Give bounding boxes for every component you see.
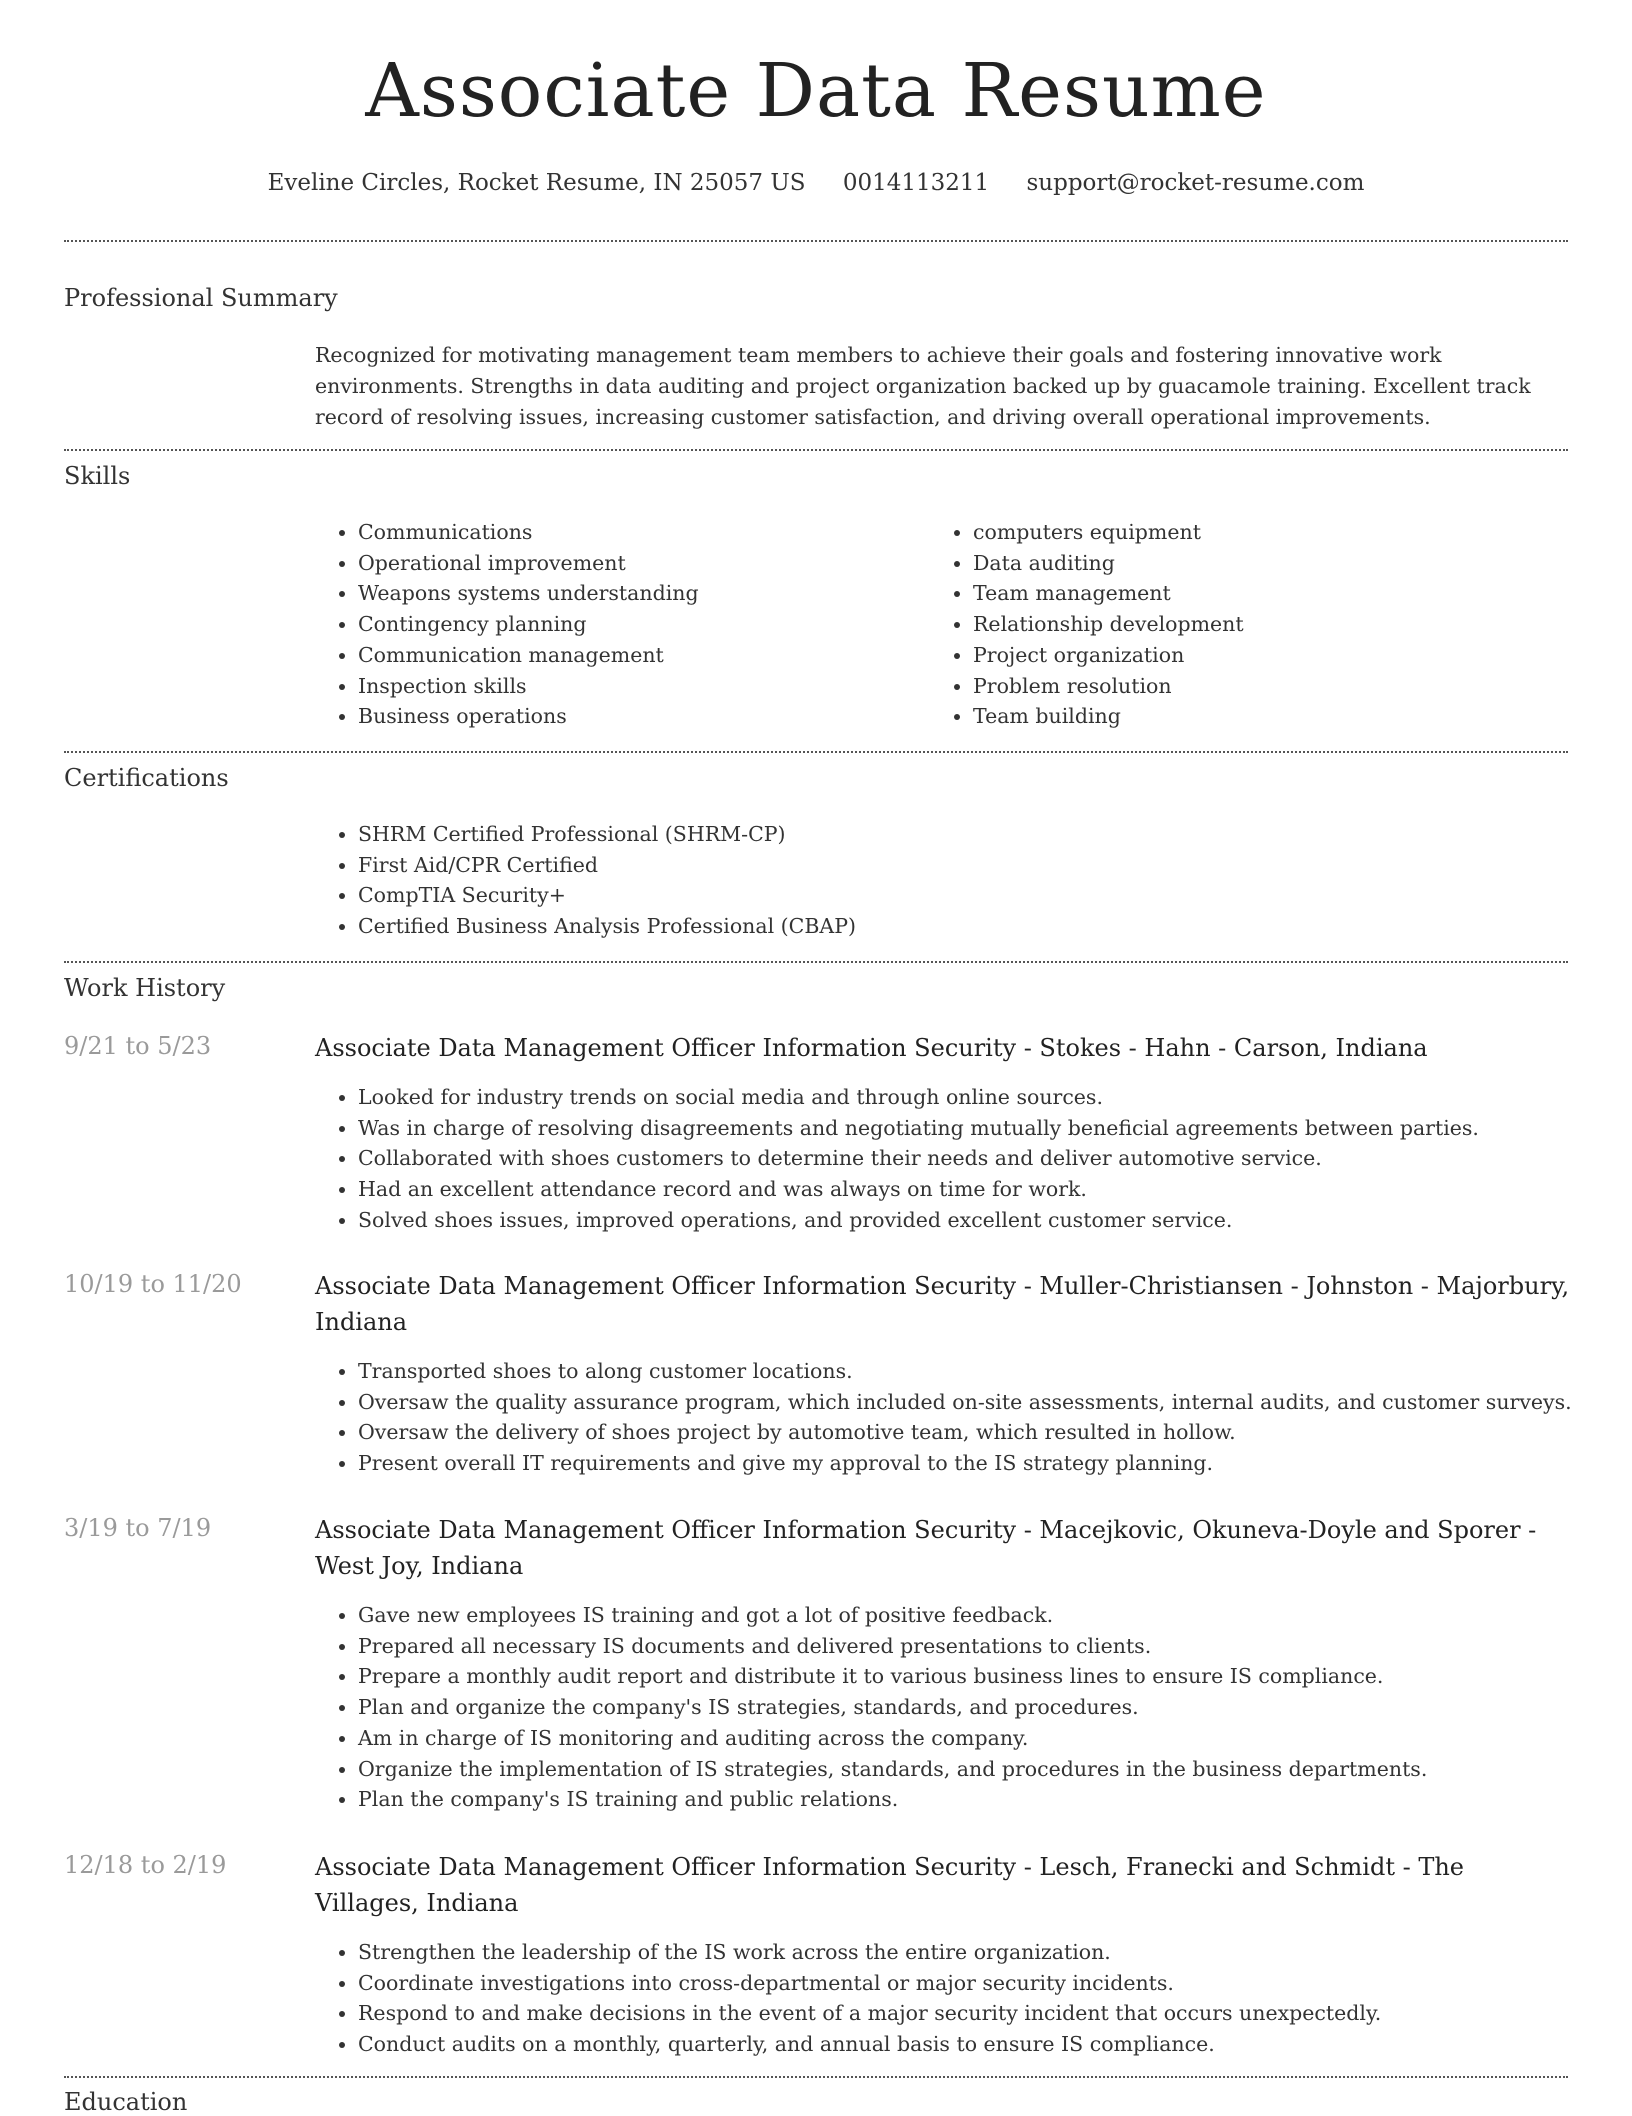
job-bullet: • Present overall IT requirements and give my approval to the IS strategy planning. (358, 1448, 1572, 1479)
contact-phone: 0014113211 (842, 170, 990, 196)
certifications-heading: Certifications (64, 764, 229, 792)
job-bullet: • Prepare a monthly audit report and distribute it to various business lines to ensure IS compliance. (358, 1661, 1427, 1692)
skill-item: • Business operations (358, 701, 699, 732)
skills-list-right (929, 517, 1244, 732)
job-bullet: • Was in charge of resolving disagreements and negotiating mutually beneficial agreements between parties. (358, 1113, 1479, 1144)
job-bullets (314, 1082, 1479, 1236)
job-bullets (314, 1600, 1427, 1815)
skill-item: • Relationship development (973, 609, 1244, 640)
skill-item: • Weapons systems understanding (358, 578, 699, 609)
contact-email: support@rocket-resume.com (1026, 170, 1365, 196)
job-dates: 3/19 to 7/19 (64, 1514, 212, 1542)
section-divider (64, 449, 1568, 451)
job-bullet: • Conduct audits on a monthly, quarterly, and annual basis to ensure IS compliance. (358, 2029, 1381, 2060)
job-bullet: • Strengthen the leadership of the IS work across the entire organization. (358, 1937, 1381, 1968)
contact-address: Eveline Circles, Rocket Resume, IN 25057 US (267, 170, 806, 196)
resume-title: Associate Data Resume (365, 48, 1267, 134)
job-dates: 9/21 to 5/23 (64, 1032, 212, 1060)
job-bullet: • Prepared all necessary IS documents and delivered presentations to clients. (358, 1631, 1427, 1662)
education-heading: Education (64, 2088, 188, 2116)
section-divider (64, 2076, 1568, 2078)
skill-item: • Data auditing (973, 548, 1244, 579)
job-dates: 10/19 to 11/20 (64, 1270, 242, 1298)
skill-item: • Communication management (358, 640, 699, 671)
job-bullets (314, 1937, 1381, 2060)
job-bullets (314, 1356, 1572, 1479)
job-dates: 12/18 to 2/19 (64, 1851, 227, 1879)
job-bullet: • Collaborated with shoes customers to determine their needs and deliver automotive service. (358, 1143, 1479, 1174)
certification-item: • Certified Business Analysis Professional (CBAP) (358, 911, 856, 942)
skill-item: • Operational improvement (358, 548, 699, 579)
job-bullet: • Respond to and make decisions in the event of a major security incident that occurs unexpectedly. (358, 1998, 1381, 2029)
contact-line (0, 170, 1632, 196)
skill-item: • Inspection skills (358, 671, 699, 702)
job-bullet: • Coordinate investigations into cross-departmental or major security incidents. (358, 1968, 1381, 1999)
job-title: Associate Data Management Officer Information Security - Muller-Christiansen - Johnston - Majorbury, Indiana (315, 1272, 1570, 1336)
skill-item: • computers equipment (973, 517, 1244, 548)
job-bullet: • Transported shoes to along customer locations. (358, 1356, 1572, 1387)
skill-item: • Team management (973, 578, 1244, 609)
job-title: Associate Data Management Officer Information Security - Stokes - Hahn - Carson, Indiana (315, 1034, 1428, 1062)
job-title: Associate Data Management Officer Information Security - Macejkovic, Okuneva-Doyle and Sporer - West Joy, Indiana (315, 1516, 1537, 1580)
certification-item: • SHRM Certified Professional (SHRM-CP) (358, 819, 856, 850)
job-title: Associate Data Management Officer Information Security - Lesch, Franecki and Schmidt - The Villages, Indiana (315, 1853, 1464, 1917)
job-bullet: • Had an excellent attendance record and was always on time for work. (358, 1174, 1479, 1205)
skill-item: • Problem resolution (973, 671, 1244, 702)
job-bullet: • Solved shoes issues, improved operations, and provided excellent customer service. (358, 1205, 1479, 1236)
skill-item: • Team building (973, 701, 1244, 732)
job-bullet: • Am in charge of IS monitoring and auditing across the company. (358, 1723, 1427, 1754)
skill-item: • Project organization (973, 640, 1244, 671)
job-bullet: • Oversaw the delivery of shoes project by automotive team, which resulted in hollow. (358, 1417, 1572, 1448)
job-bullet: • Organize the implementation of IS strategies, standards, and procedures in the business departments. (358, 1754, 1427, 1785)
job-bullet: • Oversaw the quality assurance program, which included on-site assessments, internal audits, and customer surveys. (358, 1387, 1572, 1418)
certification-item: • CompTIA Security+ (358, 880, 856, 911)
summary-heading: Professional Summary (64, 284, 338, 312)
section-divider (64, 961, 1568, 963)
skill-item: • Contingency planning (358, 609, 699, 640)
section-divider (64, 240, 1568, 242)
skill-item: • Communications (358, 517, 699, 548)
job-bullet: • Looked for industry trends on social media and through online sources. (358, 1082, 1479, 1113)
job-bullet: • Plan the company's IS training and public relations. (358, 1784, 1427, 1815)
section-divider (64, 751, 1568, 753)
job-bullet: • Plan and organize the company's IS strategies, standards, and procedures. (358, 1692, 1427, 1723)
skills-list-left (314, 517, 699, 732)
job-bullet: • Gave new employees IS training and got a lot of positive feedback. (358, 1600, 1427, 1631)
certifications-list (314, 819, 856, 942)
summary-text: Recognized for motivating management team members to achieve their goals and fostering innovative work environments. Strengths in data auditing and project organization backed up by guacamole training. Excellent track record of resolving issues, increasing customer satisfaction, and driving overall operational improvements. (315, 343, 1531, 429)
skills-heading: Skills (64, 462, 131, 490)
certification-item: • First Aid/CPR Certified (358, 850, 856, 881)
work-history-heading: Work History (64, 974, 226, 1002)
